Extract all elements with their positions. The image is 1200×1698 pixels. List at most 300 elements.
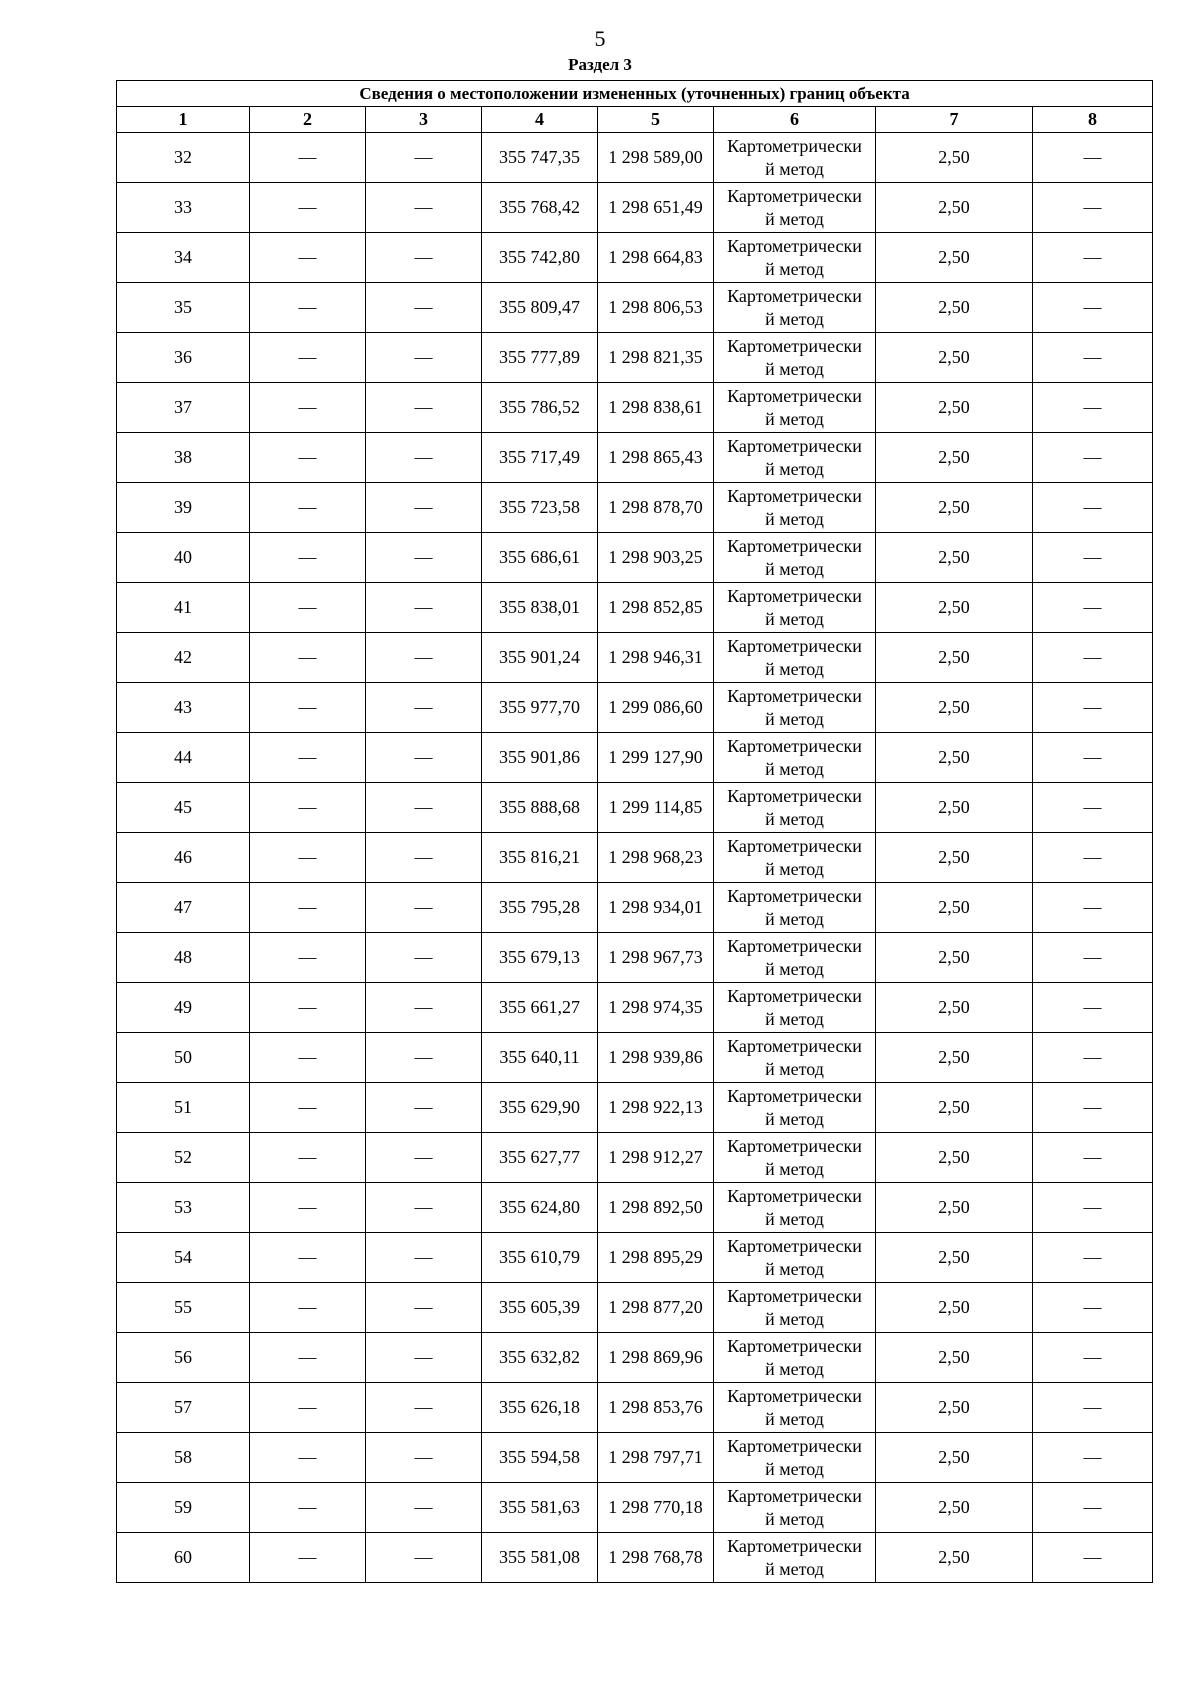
column-3-value: — — [366, 233, 482, 283]
method-line-2: й метод — [765, 658, 824, 679]
method-line-1: Картометрически — [727, 435, 862, 456]
method-line-1: Картометрически — [727, 985, 862, 1006]
column-8-value: — — [1033, 783, 1153, 833]
column-8-value: — — [1033, 733, 1153, 783]
column-8-value: — — [1033, 933, 1153, 983]
coordinate-x: 355 747,35 — [482, 133, 598, 183]
method-line-2: й метод — [765, 808, 824, 829]
column-2-value: — — [250, 783, 366, 833]
point-number: 55 — [117, 1283, 250, 1333]
coordinate-y: 1 298 651,49 — [598, 183, 714, 233]
accuracy-value: 2,50 — [876, 383, 1033, 433]
accuracy-value: 2,50 — [876, 533, 1033, 583]
coordinate-y: 1 298 895,29 — [598, 1233, 714, 1283]
column-2-value: — — [250, 1183, 366, 1233]
coordinate-y: 1 299 114,85 — [598, 783, 714, 833]
coordinate-y: 1 298 967,73 — [598, 933, 714, 983]
column-3-value: — — [366, 833, 482, 883]
column-number: 3 — [366, 107, 482, 133]
column-8-value: — — [1033, 433, 1153, 483]
column-2-value: — — [250, 1333, 366, 1383]
point-number: 52 — [117, 1133, 250, 1183]
coordinate-x: 355 629,90 — [482, 1083, 598, 1133]
column-2-value: — — [250, 1133, 366, 1183]
method-line-1: Картометрически — [727, 1385, 862, 1406]
table-row — [117, 883, 1153, 933]
column-8-value: — — [1033, 983, 1153, 1033]
coordinate-y: 1 298 934,01 — [598, 883, 714, 933]
column-3-value: — — [366, 983, 482, 1033]
method-line-2: й метод — [765, 1008, 824, 1029]
point-number: 50 — [117, 1033, 250, 1083]
column-8-value: — — [1033, 1183, 1153, 1233]
method-line-1: Картометрически — [727, 335, 862, 356]
column-2-value: — — [250, 583, 366, 633]
column-2-value: — — [250, 633, 366, 683]
method-cell — [714, 483, 876, 533]
coordinate-x: 355 838,01 — [482, 583, 598, 633]
column-3-value: — — [366, 1533, 482, 1583]
coordinate-x: 355 686,61 — [482, 533, 598, 583]
column-8-value: — — [1033, 683, 1153, 733]
column-3-value: — — [366, 1333, 482, 1383]
coordinate-y: 1 298 770,18 — [598, 1483, 714, 1533]
table-caption: Сведения о местоположении измененных (уточненных) границ объекта — [117, 81, 1153, 107]
coordinate-x: 355 809,47 — [482, 283, 598, 333]
table-caption-row — [117, 81, 1153, 107]
method-line-1: Картометрически — [727, 1485, 862, 1506]
method-cell — [714, 1133, 876, 1183]
method-line-2: й метод — [765, 1458, 824, 1479]
accuracy-value: 2,50 — [876, 933, 1033, 983]
method-line-2: й метод — [765, 758, 824, 779]
method-line-2: й метод — [765, 1208, 824, 1229]
accuracy-value: 2,50 — [876, 683, 1033, 733]
coordinate-x: 355 977,70 — [482, 683, 598, 733]
column-3-value: — — [366, 1233, 482, 1283]
table-row — [117, 1333, 1153, 1383]
point-number: 53 — [117, 1183, 250, 1233]
point-number: 41 — [117, 583, 250, 633]
method-line-2: й метод — [765, 158, 824, 179]
method-line-1: Картометрически — [727, 385, 862, 406]
method-line-2: й метод — [765, 208, 824, 229]
coordinate-x: 355 816,21 — [482, 833, 598, 883]
page-number: 5 — [594, 26, 606, 51]
column-8-value: — — [1033, 183, 1153, 233]
coordinates-table — [116, 80, 1153, 1583]
table-row — [117, 1133, 1153, 1183]
coordinate-y: 1 298 853,76 — [598, 1383, 714, 1433]
table-row — [117, 333, 1153, 383]
coordinate-x: 355 717,49 — [482, 433, 598, 483]
point-number: 45 — [117, 783, 250, 833]
method-cell — [714, 1083, 876, 1133]
coordinate-x: 355 786,52 — [482, 383, 598, 433]
column-8-value: — — [1033, 883, 1153, 933]
coordinate-x: 355 594,58 — [482, 1433, 598, 1483]
column-2-value: — — [250, 733, 366, 783]
accuracy-value: 2,50 — [876, 233, 1033, 283]
point-number: 60 — [117, 1533, 250, 1583]
column-3-value: — — [366, 533, 482, 583]
point-number: 59 — [117, 1483, 250, 1533]
coordinate-y: 1 298 838,61 — [598, 383, 714, 433]
point-number: 48 — [117, 933, 250, 983]
table-row — [117, 683, 1153, 733]
coordinate-x: 355 888,68 — [482, 783, 598, 833]
method-line-1: Картометрически — [727, 485, 862, 506]
method-cell — [714, 1383, 876, 1433]
method-line-2: й метод — [765, 408, 824, 429]
point-number: 47 — [117, 883, 250, 933]
method-line-1: Картометрически — [727, 585, 862, 606]
column-2-value: — — [250, 533, 366, 583]
coordinate-x: 355 795,28 — [482, 883, 598, 933]
table-row — [117, 1233, 1153, 1283]
method-cell — [714, 983, 876, 1033]
accuracy-value: 2,50 — [876, 283, 1033, 333]
column-number: 5 — [598, 107, 714, 133]
coordinate-x: 355 679,13 — [482, 933, 598, 983]
point-number: 40 — [117, 533, 250, 583]
coordinate-x: 355 661,27 — [482, 983, 598, 1033]
table-row — [117, 133, 1153, 183]
column-8-value: — — [1033, 1033, 1153, 1083]
accuracy-value: 2,50 — [876, 1483, 1033, 1533]
column-3-value: — — [366, 383, 482, 433]
method-cell — [714, 1483, 876, 1533]
method-cell — [714, 1433, 876, 1483]
method-cell — [714, 233, 876, 283]
method-line-2: й метод — [765, 558, 824, 579]
method-line-1: Картометрически — [727, 1085, 862, 1106]
column-number: 7 — [876, 107, 1033, 133]
column-8-value: — — [1033, 233, 1153, 283]
column-number: 4 — [482, 107, 598, 133]
method-line-1: Картометрически — [727, 835, 862, 856]
coordinate-x: 355 581,63 — [482, 1483, 598, 1533]
accuracy-value: 2,50 — [876, 1183, 1033, 1233]
method-cell — [714, 133, 876, 183]
coordinate-y: 1 298 797,71 — [598, 1433, 714, 1483]
method-line-1: Картометрически — [727, 285, 862, 306]
column-8-value: — — [1033, 833, 1153, 883]
column-number-row — [117, 107, 1153, 133]
accuracy-value: 2,50 — [876, 733, 1033, 783]
column-2-value: — — [250, 483, 366, 533]
table-row — [117, 983, 1153, 1033]
point-number: 49 — [117, 983, 250, 1033]
method-cell — [714, 1233, 876, 1283]
coordinate-x: 355 632,82 — [482, 1333, 598, 1383]
table-row — [117, 633, 1153, 683]
point-number: 36 — [117, 333, 250, 383]
column-8-value: — — [1033, 1383, 1153, 1433]
method-cell — [714, 783, 876, 833]
coordinate-x: 355 777,89 — [482, 333, 598, 383]
accuracy-value: 2,50 — [876, 1433, 1033, 1483]
method-line-2: й метод — [765, 1558, 824, 1579]
method-line-1: Картометрически — [727, 685, 862, 706]
table-row — [117, 483, 1153, 533]
point-number: 42 — [117, 633, 250, 683]
method-cell — [714, 733, 876, 783]
accuracy-value: 2,50 — [876, 433, 1033, 483]
point-number: 33 — [117, 183, 250, 233]
method-line-2: й метод — [765, 708, 824, 729]
method-line-1: Картометрически — [727, 735, 862, 756]
method-line-2: й метод — [765, 1308, 824, 1329]
column-8-value: — — [1033, 483, 1153, 533]
column-2-value: — — [250, 1433, 366, 1483]
method-line-1: Картометрически — [727, 1535, 862, 1556]
column-2-value: — — [250, 283, 366, 333]
column-8-value: — — [1033, 583, 1153, 633]
accuracy-value: 2,50 — [876, 1283, 1033, 1333]
point-number: 35 — [117, 283, 250, 333]
method-cell — [714, 1033, 876, 1083]
column-2-value: — — [250, 183, 366, 233]
accuracy-value: 2,50 — [876, 1033, 1033, 1083]
column-3-value: — — [366, 1483, 482, 1533]
column-2-value: — — [250, 233, 366, 283]
column-8-value: — — [1033, 1533, 1153, 1583]
method-line-1: Картометрически — [727, 535, 862, 556]
method-line-1: Картометрически — [727, 1035, 862, 1056]
column-3-value: — — [366, 933, 482, 983]
column-2-value: — — [250, 1033, 366, 1083]
coordinate-x: 355 768,42 — [482, 183, 598, 233]
column-8-value: — — [1033, 1083, 1153, 1133]
table-row — [117, 1083, 1153, 1133]
coordinate-y: 1 298 768,78 — [598, 1533, 714, 1583]
column-2-value: — — [250, 1533, 366, 1583]
column-3-value: — — [366, 483, 482, 533]
table-row — [117, 733, 1153, 783]
method-line-1: Картометрически — [727, 135, 862, 156]
coordinate-y: 1 298 912,27 — [598, 1133, 714, 1183]
coordinate-x: 355 610,79 — [482, 1233, 598, 1283]
point-number: 57 — [117, 1383, 250, 1433]
coordinate-y: 1 298 968,23 — [598, 833, 714, 883]
coordinate-y: 1 298 821,35 — [598, 333, 714, 383]
method-line-1: Картометрически — [727, 885, 862, 906]
accuracy-value: 2,50 — [876, 633, 1033, 683]
coordinate-y: 1 298 922,13 — [598, 1083, 714, 1133]
method-cell — [714, 583, 876, 633]
method-line-2: й метод — [765, 1508, 824, 1529]
method-cell — [714, 883, 876, 933]
column-2-value: — — [250, 833, 366, 883]
column-number: 6 — [714, 107, 876, 133]
point-number: 38 — [117, 433, 250, 483]
coordinate-x: 355 581,08 — [482, 1533, 598, 1583]
method-line-2: й метод — [765, 308, 824, 329]
column-3-value: — — [366, 133, 482, 183]
method-line-2: й метод — [765, 1408, 824, 1429]
accuracy-value: 2,50 — [876, 483, 1033, 533]
accuracy-value: 2,50 — [876, 1533, 1033, 1583]
method-cell — [714, 1283, 876, 1333]
point-number: 46 — [117, 833, 250, 883]
method-line-1: Картометрически — [727, 185, 862, 206]
table-row — [117, 1033, 1153, 1083]
column-3-value: — — [366, 1433, 482, 1483]
column-3-value: — — [366, 633, 482, 683]
column-8-value: — — [1033, 1483, 1153, 1533]
column-3-value: — — [366, 883, 482, 933]
coordinate-y: 1 298 852,85 — [598, 583, 714, 633]
column-8-value: — — [1033, 383, 1153, 433]
coordinate-y: 1 298 946,31 — [598, 633, 714, 683]
table-row — [117, 933, 1153, 983]
method-line-2: й метод — [765, 908, 824, 929]
column-2-value: — — [250, 1233, 366, 1283]
point-number: 51 — [117, 1083, 250, 1133]
coordinate-y: 1 298 878,70 — [598, 483, 714, 533]
method-line-2: й метод — [765, 1058, 824, 1079]
table-row — [117, 1383, 1153, 1433]
point-number: 37 — [117, 383, 250, 433]
column-2-value: — — [250, 683, 366, 733]
column-8-value: — — [1033, 1233, 1153, 1283]
column-number: 8 — [1033, 107, 1153, 133]
accuracy-value: 2,50 — [876, 1133, 1033, 1183]
coordinate-y: 1 298 974,35 — [598, 983, 714, 1033]
method-line-2: й метод — [765, 858, 824, 879]
column-3-value: — — [366, 1083, 482, 1133]
method-cell — [714, 633, 876, 683]
coordinate-x: 355 901,24 — [482, 633, 598, 683]
method-cell — [714, 1533, 876, 1583]
column-3-value: — — [366, 1033, 482, 1083]
coordinate-y: 1 299 127,90 — [598, 733, 714, 783]
column-8-value: — — [1033, 1283, 1153, 1333]
column-3-value: — — [366, 783, 482, 833]
column-number: 2 — [250, 107, 366, 133]
method-cell — [714, 1333, 876, 1383]
method-line-2: й метод — [765, 508, 824, 529]
accuracy-value: 2,50 — [876, 783, 1033, 833]
point-number: 32 — [117, 133, 250, 183]
column-2-value: — — [250, 1383, 366, 1433]
column-3-value: — — [366, 1383, 482, 1433]
coordinate-x: 355 626,18 — [482, 1383, 598, 1433]
point-number: 56 — [117, 1333, 250, 1383]
column-3-value: — — [366, 183, 482, 233]
table-row — [117, 1183, 1153, 1233]
column-3-value: — — [366, 433, 482, 483]
coordinate-x: 355 723,58 — [482, 483, 598, 533]
column-3-value: — — [366, 1283, 482, 1333]
point-number: 44 — [117, 733, 250, 783]
method-line-1: Картометрически — [727, 1435, 862, 1456]
column-8-value: — — [1033, 283, 1153, 333]
method-line-1: Картометрически — [727, 1185, 862, 1206]
method-cell — [714, 283, 876, 333]
column-8-value: — — [1033, 633, 1153, 683]
column-2-value: — — [250, 383, 366, 433]
column-2-value: — — [250, 133, 366, 183]
column-2-value: — — [250, 1083, 366, 1133]
method-cell — [714, 683, 876, 733]
coordinate-y: 1 298 589,00 — [598, 133, 714, 183]
column-2-value: — — [250, 883, 366, 933]
column-3-value: — — [366, 733, 482, 783]
point-number: 54 — [117, 1233, 250, 1283]
method-line-2: й метод — [765, 958, 824, 979]
method-line-1: Картометрически — [727, 935, 862, 956]
method-line-2: й метод — [765, 1158, 824, 1179]
column-8-value: — — [1033, 1333, 1153, 1383]
method-line-2: й метод — [765, 258, 824, 279]
accuracy-value: 2,50 — [876, 1383, 1033, 1433]
method-cell — [714, 1183, 876, 1233]
method-line-2: й метод — [765, 1258, 824, 1279]
accuracy-value: 2,50 — [876, 883, 1033, 933]
method-cell — [714, 833, 876, 883]
column-2-value: — — [250, 433, 366, 483]
column-3-value: — — [366, 283, 482, 333]
column-8-value: — — [1033, 1133, 1153, 1183]
column-3-value: — — [366, 1183, 482, 1233]
coordinate-y: 1 298 903,25 — [598, 533, 714, 583]
accuracy-value: 2,50 — [876, 133, 1033, 183]
table-row — [117, 233, 1153, 283]
accuracy-value: 2,50 — [876, 333, 1033, 383]
accuracy-value: 2,50 — [876, 833, 1033, 883]
method-line-1: Картометрически — [727, 1135, 862, 1156]
table-row — [117, 833, 1153, 883]
column-2-value: — — [250, 333, 366, 383]
point-number: 34 — [117, 233, 250, 283]
method-cell — [714, 533, 876, 583]
column-2-value: — — [250, 983, 366, 1033]
column-3-value: — — [366, 1133, 482, 1183]
coordinate-y: 1 298 892,50 — [598, 1183, 714, 1233]
method-line-2: й метод — [765, 358, 824, 379]
method-line-2: й метод — [765, 458, 824, 479]
method-cell — [714, 183, 876, 233]
table-row — [117, 533, 1153, 583]
coordinate-y: 1 298 806,53 — [598, 283, 714, 333]
coordinate-x: 355 605,39 — [482, 1283, 598, 1333]
column-3-value: — — [366, 683, 482, 733]
coordinate-y: 1 298 939,86 — [598, 1033, 714, 1083]
section-title: Раздел 3 — [568, 55, 632, 74]
table-body — [117, 133, 1153, 1583]
point-number: 39 — [117, 483, 250, 533]
method-line-1: Картометрически — [727, 1285, 862, 1306]
method-cell — [714, 333, 876, 383]
method-line-1: Картометрически — [727, 785, 862, 806]
column-2-value: — — [250, 1483, 366, 1533]
coordinate-y: 1 298 877,20 — [598, 1283, 714, 1333]
accuracy-value: 2,50 — [876, 983, 1033, 1033]
coordinate-x: 355 624,80 — [482, 1183, 598, 1233]
column-8-value: — — [1033, 1433, 1153, 1483]
method-line-1: Картометрически — [727, 235, 862, 256]
column-number: 1 — [117, 107, 250, 133]
column-8-value: — — [1033, 533, 1153, 583]
column-2-value: — — [250, 933, 366, 983]
column-3-value: — — [366, 333, 482, 383]
table-row — [117, 783, 1153, 833]
column-8-value: — — [1033, 133, 1153, 183]
table-row — [117, 183, 1153, 233]
accuracy-value: 2,50 — [876, 1233, 1033, 1283]
